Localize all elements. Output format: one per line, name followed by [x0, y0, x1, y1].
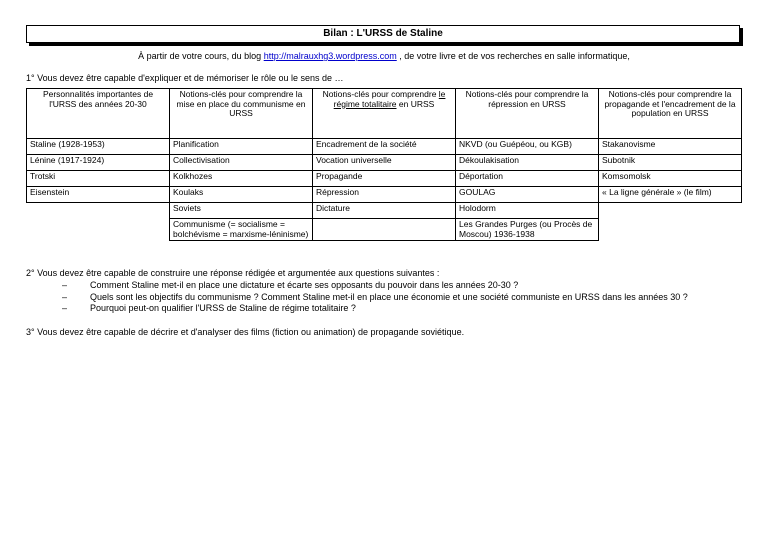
table-cell: Les Grandes Purges (ou Procès de Moscou) 1936-1938: [456, 219, 599, 241]
header-totalitaire-underlined: le régime totalitaire: [333, 89, 446, 109]
table-header-row: [27, 89, 742, 139]
table-row: [27, 171, 742, 187]
table-cell: Subotnik: [599, 155, 742, 171]
dash-bullet: –: [62, 291, 68, 302]
header-personnalites: Personnalités importantes de l'URSS des années 20-30: [27, 89, 170, 139]
table-cell: Soviets: [170, 203, 313, 219]
section-2-heading: 2° Vous devez être capable de construire une réponse rédigée et argumentée aux questions suivantes :: [26, 268, 440, 278]
header-propagande: Notions-clés pour comprendre la propagande et l'encadrement de la population en URSS: [599, 89, 742, 139]
list-item: [62, 303, 688, 315]
table-cell: Koulaks: [170, 187, 313, 203]
dash-bullet: –: [62, 303, 68, 313]
header-communisme: Notions-clés pour comprendre la mise en place du communisme en URSS: [170, 89, 313, 139]
header-repression: Notions-clés pour comprendre la répression en URSS: [456, 89, 599, 139]
intro-text-before: À partir de votre cours, du blog: [138, 51, 264, 61]
table-row: [27, 155, 742, 171]
list-item: [62, 292, 688, 304]
table-cell: [313, 219, 456, 241]
section-1-heading: 1° Vous devez être capable d'expliquer et de mémoriser le rôle ou le sens de …: [26, 73, 344, 83]
question-text: Pourquoi peut-on qualifier l'URSS de Staline de régime totalitaire ?: [90, 303, 356, 313]
table-cell: Staline (1928-1953): [27, 139, 170, 155]
table-cell: Kolkhozes: [170, 171, 313, 187]
intro-line: [0, 51, 768, 61]
document-title: Bilan : L'URSS de Staline: [26, 25, 740, 43]
table-cell: Déportation: [456, 171, 599, 187]
questions-list: [62, 280, 688, 315]
question-text: Comment Staline met-il en place une dictature et écarte ses opposants du pouvoir dans les années 20-30 ?: [90, 280, 519, 290]
table-cell: Dictature: [313, 203, 456, 219]
header-totalitaire-suffix: en URSS: [396, 98, 435, 109]
table-cell: Collectivisation: [170, 155, 313, 171]
table-cell: Lénine (1917-1924): [27, 155, 170, 171]
table-row: [27, 139, 742, 155]
blog-link[interactable]: http://malrauxhg3.wordpress.com: [263, 51, 397, 61]
table-cell-empty: [599, 203, 742, 219]
dash-bullet: –: [62, 280, 68, 290]
table-cell: Dékoulakisation: [456, 155, 599, 171]
table-cell: Vocation universelle: [313, 155, 456, 171]
list-item: [62, 280, 688, 292]
table-cell: Stakanovisme: [599, 139, 742, 155]
question-text: Quels sont les objectifs du communisme ? Comment Staline met-il en place une économie et une société communiste en URSS dans les années 30 ?: [90, 291, 688, 302]
header-totalitaire-text: Notions-clés pour comprendre: [322, 89, 439, 99]
table-row: [27, 219, 742, 241]
table-cell: Répression: [313, 187, 456, 203]
table-row: [27, 203, 742, 219]
table-cell-empty: [27, 219, 170, 241]
table-row: [27, 187, 742, 203]
table-cell-empty: [599, 219, 742, 241]
table-cell: Trotski: [27, 171, 170, 187]
header-totalitaire: [313, 89, 456, 139]
table-cell: Propagande: [313, 171, 456, 187]
table-cell: Eisenstein: [27, 187, 170, 203]
notions-table: [26, 88, 742, 241]
table-cell: Holodorm: [456, 203, 599, 219]
table-cell: Komsomolsk: [599, 171, 742, 187]
table-cell: Communisme (= socialisme = bolchévisme = marxisme-léninisme): [170, 219, 313, 241]
table-cell: « La ligne générale » (le film): [599, 187, 742, 203]
table-cell-empty: [27, 203, 170, 219]
table-cell: Planification: [170, 139, 313, 155]
section-3-heading: 3° Vous devez être capable de décrire et d'analyser des films (fiction ou animation) de propagande soviétique.: [26, 327, 465, 337]
table-cell: GOULAG: [456, 187, 599, 203]
intro-text-after: , de votre livre et de vos recherches en salle informatique,: [396, 51, 630, 61]
table-cell: NKVD (ou Guépéou, ou KGB): [456, 139, 599, 155]
table-cell: Encadrement de la société: [313, 139, 456, 155]
